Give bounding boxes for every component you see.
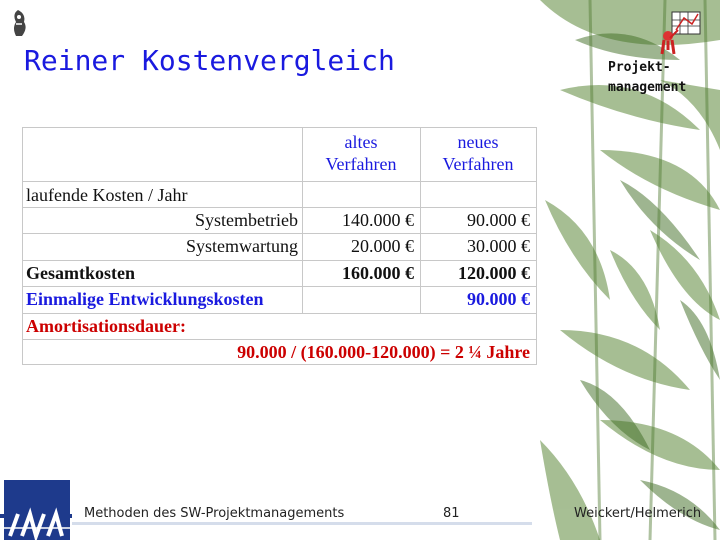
header-old-method [302,131,420,175]
total-costs-old: 160.000 € [342,263,414,283]
amortization-label: Amortisationsdauer: [26,316,186,336]
header-new-line2: Verfahren [442,154,514,174]
institute-logo-icon [0,480,72,540]
row-new-system-operation: 90.000 € [467,210,530,230]
total-costs-new: 120.000 € [458,263,530,283]
row-new-system-maintenance: 30.000 € [467,236,530,256]
corner-label [608,58,686,98]
amortization-formula: 90.000 / (160.000-120.000) = 2 ¼ Jahre [237,342,530,362]
footer-course-title: Methoden des SW-Projektmanagements [84,506,345,521]
header-new-line1: neues [457,132,499,152]
footer-page-number: 81 [443,506,460,521]
row-old-system-maintenance: 20.000 € [351,236,414,256]
header-old-line1: altes [344,132,378,152]
row-label-system-maintenance: Systemwartung [186,236,298,256]
header-new-method [420,131,536,175]
corner-label-line2: management [608,80,687,95]
dev-costs-new: 90.000 € [467,289,530,309]
running-costs-label: laufende Kosten / Jahr [26,185,188,205]
row-old-system-operation: 140.000 € [342,210,414,230]
corner-label-line1: Projekt- [608,60,671,75]
cost-comparison-table [22,127,536,365]
project-management-logo-icon [658,10,704,56]
footer-decoration [72,520,532,528]
slide-title: Reiner Kostenvergleich [24,44,395,77]
row-label-system-operation: Systembetrieb [195,210,298,230]
dev-costs-label: Einmalige Entwicklungskosten [26,289,264,309]
header-old-line2: Verfahren [325,154,397,174]
footer-authors: Weickert/Helmerich [574,506,702,521]
decorative-figure-icon [8,8,30,38]
total-costs-label: Gesamtkosten [26,263,135,283]
